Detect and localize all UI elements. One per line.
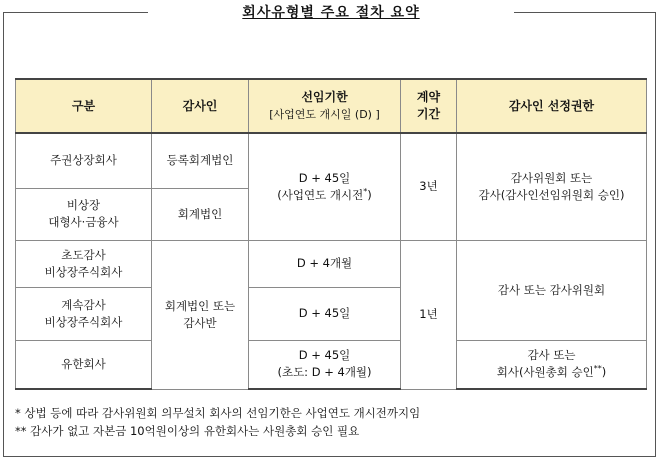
table-row	[16, 240, 647, 287]
row-limited-company: 유한회사	[16, 340, 152, 389]
deadline-listed-large: D + 45일 (사업연도 개시전*)	[249, 133, 401, 240]
deadline-continuing-audit: D + 45일	[249, 287, 401, 340]
header-selection-authority: 감사인 선정권한	[457, 79, 647, 133]
title-box	[148, 2, 514, 24]
page-title: 회사유형별 주요 절차 요약	[242, 5, 420, 21]
deadline-limited-company: D + 45일 (초도: D + 4개월)	[249, 340, 401, 389]
authority-audit-committee: 감사위원회 또는 감사(감사인선임위원회 승인)	[457, 133, 647, 240]
header-auditor: 감사인	[152, 79, 249, 133]
auditor-accounting-firm: 회계법인	[152, 188, 249, 240]
auditor-registered-firm: 등록회계법인	[152, 133, 249, 188]
header-deadline: 선임기한 [사업연도 개시일 (D) ]	[249, 79, 401, 133]
deadline-initial-audit: D + 4개월	[249, 240, 401, 287]
row-initial-audit: 초도감사 비상장주식회사	[16, 240, 152, 287]
footnote-1: * 상법 등에 따라 감사위원회 의무설치 회사의 선임기한은 사업연도 개시전까지임	[15, 406, 421, 420]
table-row	[16, 133, 647, 188]
term-three-years: 3년	[401, 133, 457, 240]
header-contract-term: 계약 기간	[401, 79, 457, 133]
footnote-2: ** 감사가 없고 자본금 10억원이상의 유한회사는 사원총회 승인 필요	[15, 424, 360, 438]
authority-auditor-or-committee: 감사 또는 감사위원회	[457, 240, 647, 340]
row-continuing-audit: 계속감사 비상장주식회사	[16, 287, 152, 340]
table-header-row	[16, 79, 647, 133]
procedure-table	[15, 78, 647, 390]
term-one-year: 1년	[401, 240, 457, 389]
row-unlisted-large-financial: 비상장 대형사·금융사	[16, 188, 152, 240]
footnotes	[15, 404, 420, 440]
authority-limited-company: 감사 또는 회사(사원총회 승인**)	[457, 340, 647, 389]
row-listed-company: 주권상장회사	[16, 133, 152, 188]
auditor-firm-or-team: 회계법인 또는 감사반	[152, 240, 249, 389]
header-category: 구분	[16, 79, 152, 133]
table-row	[16, 340, 647, 389]
